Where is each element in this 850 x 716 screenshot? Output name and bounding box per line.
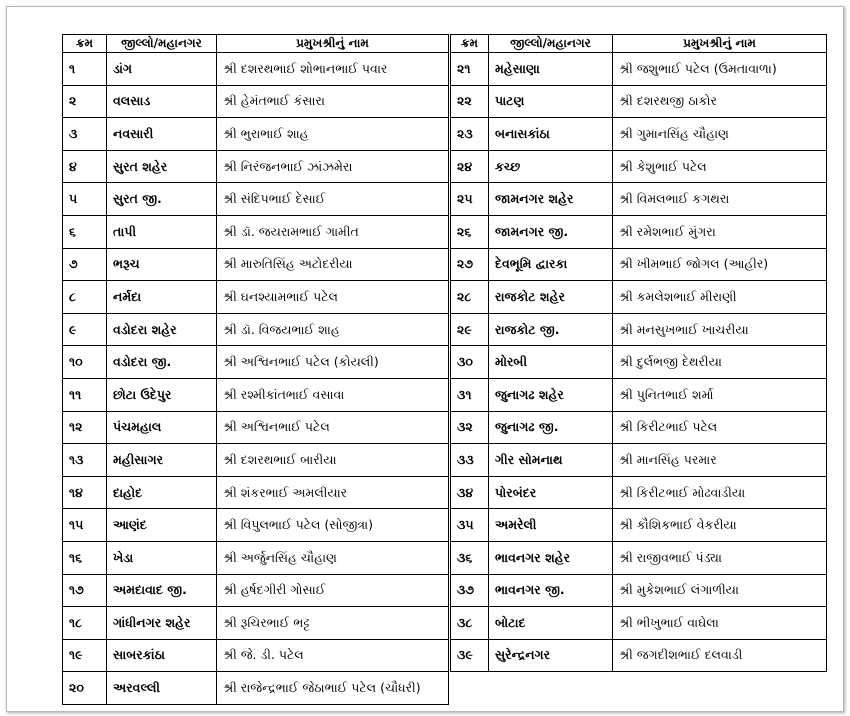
row-number: ૧૭ — [63, 574, 107, 607]
header-district: જીલ્લો/મહાનગર — [489, 35, 613, 53]
row-district: કચ્છ — [489, 150, 613, 183]
row-district: ભાવનગર જી. — [489, 574, 613, 607]
table-row — [63, 607, 449, 640]
row-district: દાહોદ — [107, 476, 217, 509]
presidents-table-left — [62, 34, 449, 705]
row-district: જુનાગઢ શહેર — [489, 378, 613, 411]
header-president: પ્રમુખશ્રીનું નામ — [613, 35, 827, 53]
table-row — [63, 183, 449, 216]
row-district: રાજકોટ શહેર — [489, 281, 613, 314]
document-frame — [6, 6, 844, 712]
row-number: ૪ — [63, 150, 107, 183]
row-district: નવસારી — [107, 118, 217, 151]
row-district: પાટણ — [489, 85, 613, 118]
row-president-name: શ્રી કેશુભાઈ પટેલ — [613, 150, 827, 183]
row-district: વલસાડ — [107, 85, 217, 118]
table-row — [451, 411, 827, 444]
row-number: ૨૮ — [451, 281, 489, 314]
row-number: ૩૬ — [451, 541, 489, 574]
row-number: ૮ — [63, 281, 107, 314]
row-number: ૫ — [63, 183, 107, 216]
row-number: ૨૬ — [451, 215, 489, 248]
row-district: આણંદ — [107, 509, 217, 542]
table-header-row — [63, 35, 449, 53]
table-row — [451, 248, 827, 281]
table-row — [451, 541, 827, 574]
row-district: બોટાદ — [489, 607, 613, 640]
row-number: ૧૩ — [63, 444, 107, 477]
row-president-name: શ્રી કૌશિકભાઈ વેકરીયા — [613, 509, 827, 542]
row-president-name: શ્રી મારુતિસિંહ અટોદરીયા — [217, 248, 449, 281]
row-district: ભરૂચ — [107, 248, 217, 281]
table-row — [63, 444, 449, 477]
row-number: ૨૦ — [63, 672, 107, 705]
row-district: પંચમહાલ — [107, 411, 217, 444]
row-president-name: શ્રી વિમલભાઈ કગથરા — [613, 183, 827, 216]
table-row — [63, 85, 449, 118]
table-header-row — [451, 35, 827, 53]
row-president-name: શ્રી દશરથભાઈ બારીયા — [217, 444, 449, 477]
table-row — [63, 150, 449, 183]
row-president-name: શ્રી દુર્લભજી દેથરીયા — [613, 346, 827, 379]
table-row — [451, 639, 827, 672]
row-district: જામનગર જી. — [489, 215, 613, 248]
row-district: અરવલ્લી — [107, 672, 217, 705]
row-district: જામનગર શહેર — [489, 183, 613, 216]
row-district: વડોદરા જી. — [107, 346, 217, 379]
row-number: ૩૦ — [451, 346, 489, 379]
row-number: ૧૦ — [63, 346, 107, 379]
row-district: જુનાગઢ જી. — [489, 411, 613, 444]
presidents-table-right — [450, 34, 827, 672]
row-district: સાબરકાંઠા — [107, 639, 217, 672]
row-number: ૩ — [63, 118, 107, 151]
row-number: ૨૭ — [451, 248, 489, 281]
row-president-name: શ્રી જશુભાઈ પટેલ (ઉમતાવાળા) — [613, 53, 827, 86]
row-president-name: શ્રી અશ્વિનભાઈ પટેલ — [217, 411, 449, 444]
row-president-name: શ્રી જે. ડી. પટેલ — [217, 639, 449, 672]
row-district: સુરત જી. — [107, 183, 217, 216]
row-number: ૧૯ — [63, 639, 107, 672]
row-president-name: શ્રી માનસિંહ પરમાર — [613, 444, 827, 477]
row-president-name: શ્રી રશ્મીકાંતભાઈ વસાવા — [217, 378, 449, 411]
row-president-name: શ્રી દશરથભાઈ શોભાનભાઈ પવાર — [217, 53, 449, 86]
header-district: જીલ્લો/મહાનગર — [107, 35, 217, 53]
row-number: ૨૧ — [451, 53, 489, 86]
row-president-name: શ્રી હેમંતભાઈ કંસારા — [217, 85, 449, 118]
row-number: ૩૭ — [451, 574, 489, 607]
table-row — [63, 639, 449, 672]
row-president-name: શ્રી ખીમભાઈ જોગલ (આહીર) — [613, 248, 827, 281]
row-president-name: શ્રી શંકરભાઈ અમલીયાર — [217, 476, 449, 509]
row-president-name: શ્રી રાજેન્દ્રભાઈ જેઠાભાઈ પટેલ (ચૌધરી) — [217, 672, 449, 705]
row-district: મહીસાગર — [107, 444, 217, 477]
row-district: રાજકોટ જી. — [489, 313, 613, 346]
table-row — [63, 248, 449, 281]
row-number: ૩૮ — [451, 607, 489, 640]
row-district: મહેસાણા — [489, 53, 613, 86]
row-district: ભાવનગર શહેર — [489, 541, 613, 574]
row-district: ડાંગ — [107, 53, 217, 86]
row-number: ૧૬ — [63, 541, 107, 574]
table-row — [451, 85, 827, 118]
row-number: ૧૨ — [63, 411, 107, 444]
row-district: તાપી — [107, 215, 217, 248]
row-number: ૩૪ — [451, 476, 489, 509]
table-row — [63, 215, 449, 248]
row-district: ખેડા — [107, 541, 217, 574]
table-row — [451, 509, 827, 542]
table-row — [63, 313, 449, 346]
row-number: ૧ — [63, 53, 107, 86]
row-district: વડોદરા શહેર — [107, 313, 217, 346]
table-row — [451, 215, 827, 248]
row-number: ૨ — [63, 85, 107, 118]
row-number: ૨૩ — [451, 118, 489, 151]
table-row — [63, 476, 449, 509]
row-president-name: શ્રી કિરીટભાઈ પટેલ — [613, 411, 827, 444]
table-row — [451, 444, 827, 477]
table-row — [451, 313, 827, 346]
row-district: દેવભૂમિ દ્વારકા — [489, 248, 613, 281]
row-district: અમદાવાદ જી. — [107, 574, 217, 607]
table-row — [451, 346, 827, 379]
row-president-name: શ્રી ભુરાભાઈ શાહ — [217, 118, 449, 151]
row-president-name: શ્રી જગદીશભાઈ દલવાડી — [613, 639, 827, 672]
row-president-name: શ્રી ભીખુભાઈ વાઘેલા — [613, 607, 827, 640]
row-president-name: શ્રી મનસુખભાઈ ખાચરીયા — [613, 313, 827, 346]
row-district: નર્મદા — [107, 281, 217, 314]
row-district: સુરત શહેર — [107, 150, 217, 183]
row-district: બનાસકાંઠા — [489, 118, 613, 151]
table-row — [63, 53, 449, 86]
table-row — [63, 574, 449, 607]
row-number: ૬ — [63, 215, 107, 248]
row-district: ગીર સોમનાથ — [489, 444, 613, 477]
row-president-name: શ્રી ડૉ. વિજયભાઈ શાહ — [217, 313, 449, 346]
row-number: ૨૪ — [451, 150, 489, 183]
row-number: ૭ — [63, 248, 107, 281]
row-president-name: શ્રી ડૉ. જયરામભાઈ ગામીત — [217, 215, 449, 248]
table-row — [451, 53, 827, 86]
header-num: ક્રમ — [63, 35, 107, 53]
row-number: ૨૯ — [451, 313, 489, 346]
table-row — [63, 281, 449, 314]
row-number: ૨૨ — [451, 85, 489, 118]
table-row — [63, 378, 449, 411]
row-number: ૧૪ — [63, 476, 107, 509]
row-district: ગાંધીનગર શહેર — [107, 607, 217, 640]
header-num: ક્રમ — [451, 35, 489, 53]
row-number: ૧૮ — [63, 607, 107, 640]
row-number: ૨૫ — [451, 183, 489, 216]
row-president-name: શ્રી રૂચિરભાઈ ભટ્ટ — [217, 607, 449, 640]
table-row — [451, 476, 827, 509]
table-row — [451, 150, 827, 183]
row-president-name: શ્રી ઘનશ્યામભાઈ પટેલ — [217, 281, 449, 314]
row-district: પોરબંદર — [489, 476, 613, 509]
row-district: છોટા ઉદેપુર — [107, 378, 217, 411]
table-row — [451, 118, 827, 151]
row-number: ૩૨ — [451, 411, 489, 444]
table-row — [63, 118, 449, 151]
row-number: ૩૯ — [451, 639, 489, 672]
table-row — [451, 183, 827, 216]
row-number: ૯ — [63, 313, 107, 346]
table-row — [63, 346, 449, 379]
row-president-name: શ્રી કિરીટભાઈ મોઢવાડીયા — [613, 476, 827, 509]
row-district: અમરેલી — [489, 509, 613, 542]
row-number: ૩૧ — [451, 378, 489, 411]
row-president-name: શ્રી રમેશભાઈ મુંગરા — [613, 215, 827, 248]
table-row — [63, 541, 449, 574]
row-number: ૧૧ — [63, 378, 107, 411]
row-president-name: શ્રી રાજીવભાઈ પંડ્યા — [613, 541, 827, 574]
table-row — [63, 509, 449, 542]
table-row — [63, 411, 449, 444]
header-president: પ્રમુખશ્રીનું નામ — [217, 35, 449, 53]
row-president-name: શ્રી અશ્વિનભાઈ પટેલ (કોયલી) — [217, 346, 449, 379]
table-row — [451, 607, 827, 640]
row-president-name: શ્રી કમલેશભાઈ મીરાણી — [613, 281, 827, 314]
row-president-name: શ્રી ગુમાનસિંહ ચૌહાણ — [613, 118, 827, 151]
row-number: ૩૩ — [451, 444, 489, 477]
row-president-name: શ્રી વિપુલભાઈ પટેલ (સોજીત્રા) — [217, 509, 449, 542]
row-president-name: શ્રી અર્જુનસિંહ ચૌહાણ — [217, 541, 449, 574]
row-district: મોરબી — [489, 346, 613, 379]
row-number: ૧૫ — [63, 509, 107, 542]
table-row — [63, 672, 449, 705]
table-row — [451, 378, 827, 411]
row-president-name: શ્રી પુનિતભાઈ શર્મા — [613, 378, 827, 411]
row-president-name: શ્રી નિરંજનભાઈ ઝાંઝમેરા — [217, 150, 449, 183]
row-president-name: શ્રી હર્ષદગીરી ગોસાઈ — [217, 574, 449, 607]
table-row — [451, 574, 827, 607]
row-president-name: શ્રી મુકેશભાઈ લંગાળીયા — [613, 574, 827, 607]
row-president-name: શ્રી દશરથજી ઠાકોર — [613, 85, 827, 118]
row-district: સુરેન્દ્રનગર — [489, 639, 613, 672]
table-row — [451, 281, 827, 314]
row-president-name: શ્રી સંદિપભાઈ દેસાઈ — [217, 183, 449, 216]
row-number: ૩૫ — [451, 509, 489, 542]
